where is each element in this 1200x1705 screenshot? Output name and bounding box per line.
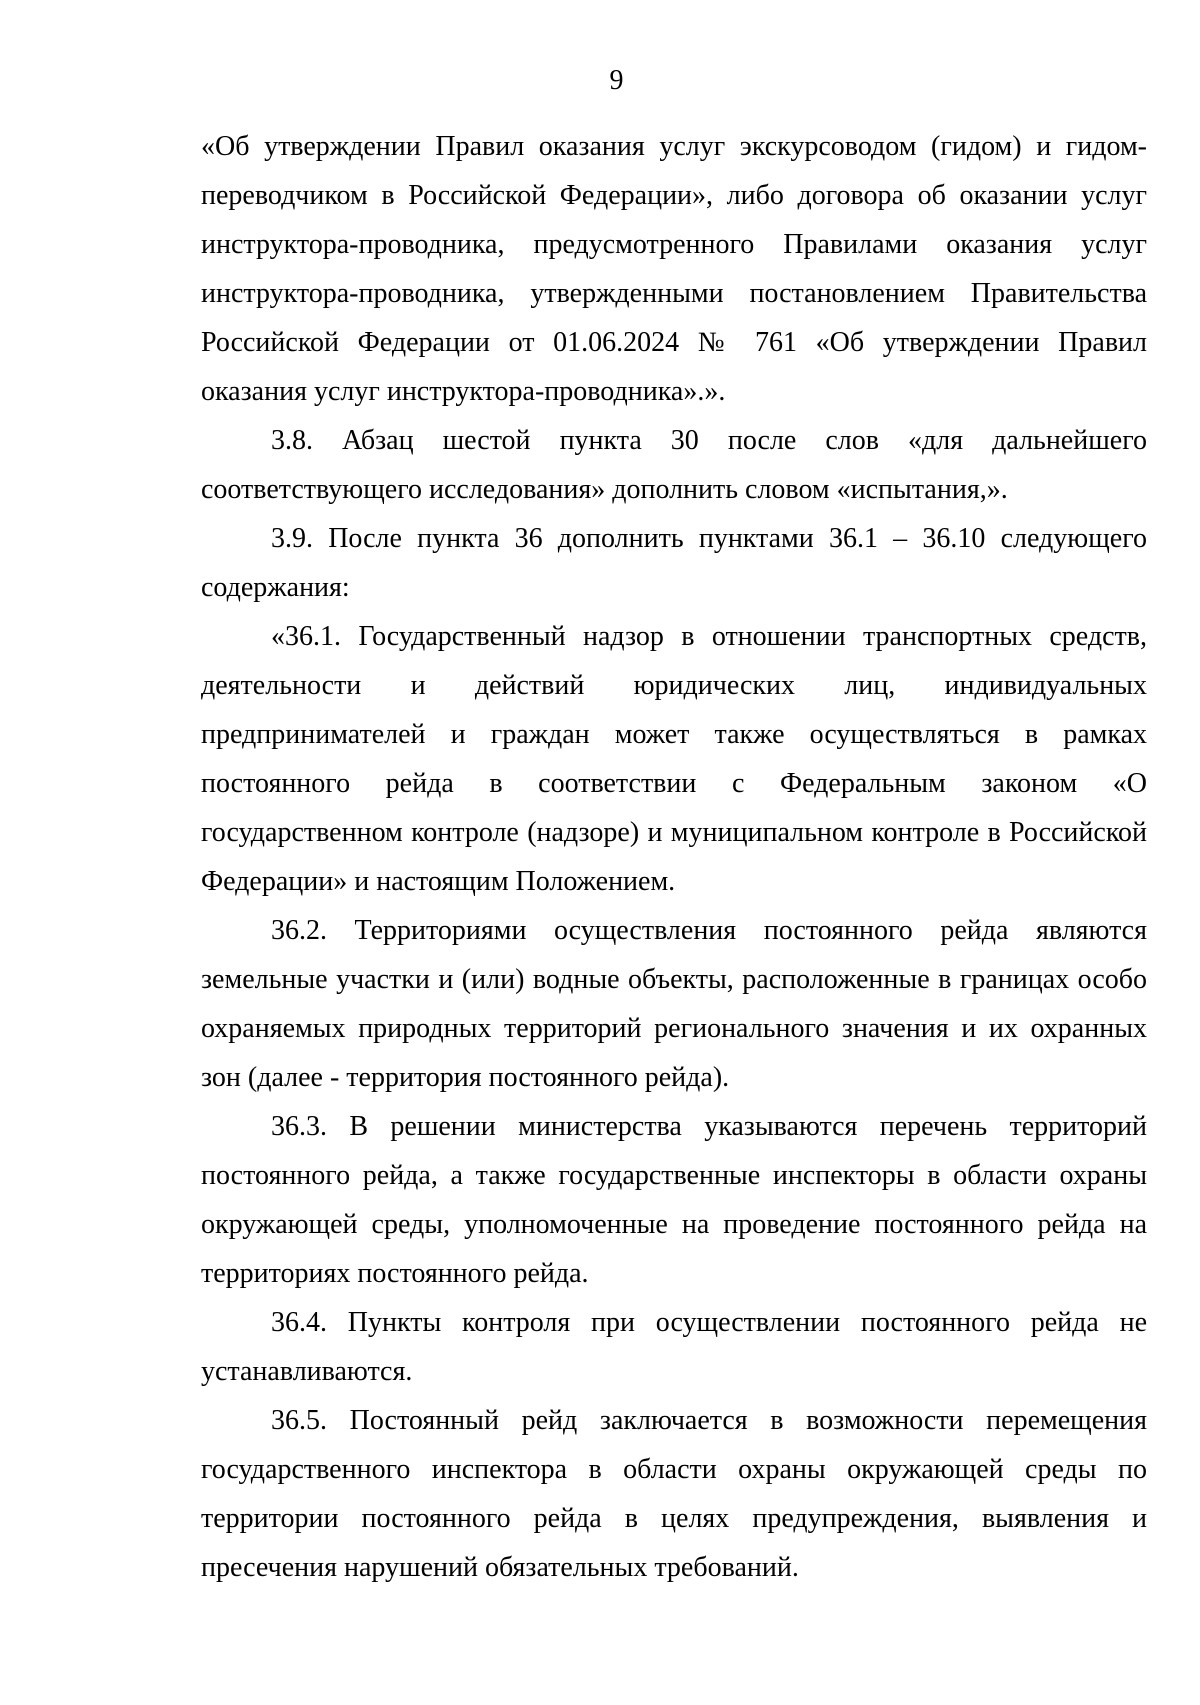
paragraph-continuation: «Об утверждении Правил оказания услуг экскурсоводом (гидом) и гидом-переводчиком в Российской Федерации», либо договора об оказании услуг инструктора-проводника, предусмотренного Правилами оказания услуг инструктора-проводника, утвержденными постановлением Правительства Российской Федерации от 01.06.2024 № 761 «Об утверждении Правил оказания услуг инструктора-проводника».».	[201, 131, 1147, 407]
paragraph-3-8: 3.8. Абзац шестой пункта 30 после слов «для дальнейшего соответствующего исследования» дополнить словом «испытания,».	[201, 425, 1147, 505]
paragraph-36-2: 36.2. Территориями осуществления постоянного рейда являются земельные участки и (или) водные объекты, расположенные в границах особо охраняемых природных территорий регионального значения и их охранных зон (далее - территория постоянного рейда).	[201, 915, 1147, 1093]
paragraph-36-3: 36.3. В решении министерства указываются перечень территорий постоянного рейда, а также государственные инспекторы в области охраны окружающей среды, уполномоченные на проведение постоянного рейда на территориях постоянного рейда.	[201, 1111, 1147, 1289]
page-number: 9	[609, 65, 624, 96]
paragraph-3-9: 3.9. После пункта 36 дополнить пунктами 36.1 – 36.10 следующего содержания:	[201, 523, 1147, 603]
paragraph-36-4: 36.4. Пункты контроля при осуществлении постоянного рейда не устанавливаются.	[201, 1307, 1147, 1387]
paragraph-36-5: 36.5. Постоянный рейд заключается в возможности перемещения государственного инспектора в области охраны окружающей среды по территории постоянного рейда в целях предупреждения, выявления и пресечения нарушений обязательных требований.	[201, 1405, 1147, 1583]
document-body	[201, 122, 1147, 1592]
paragraph-36-1: «36.1. Государственный надзор в отношении транспортных средств, деятельности и действий юридических лиц, индивидуальных предпринимателей и граждан может также осуществляться в рамках постоянного рейда в соответствии с Федеральным законом «О государственном контроле (надзоре) и муниципальном контроле в Российской Федерации» и настоящим Положением.	[201, 621, 1147, 897]
